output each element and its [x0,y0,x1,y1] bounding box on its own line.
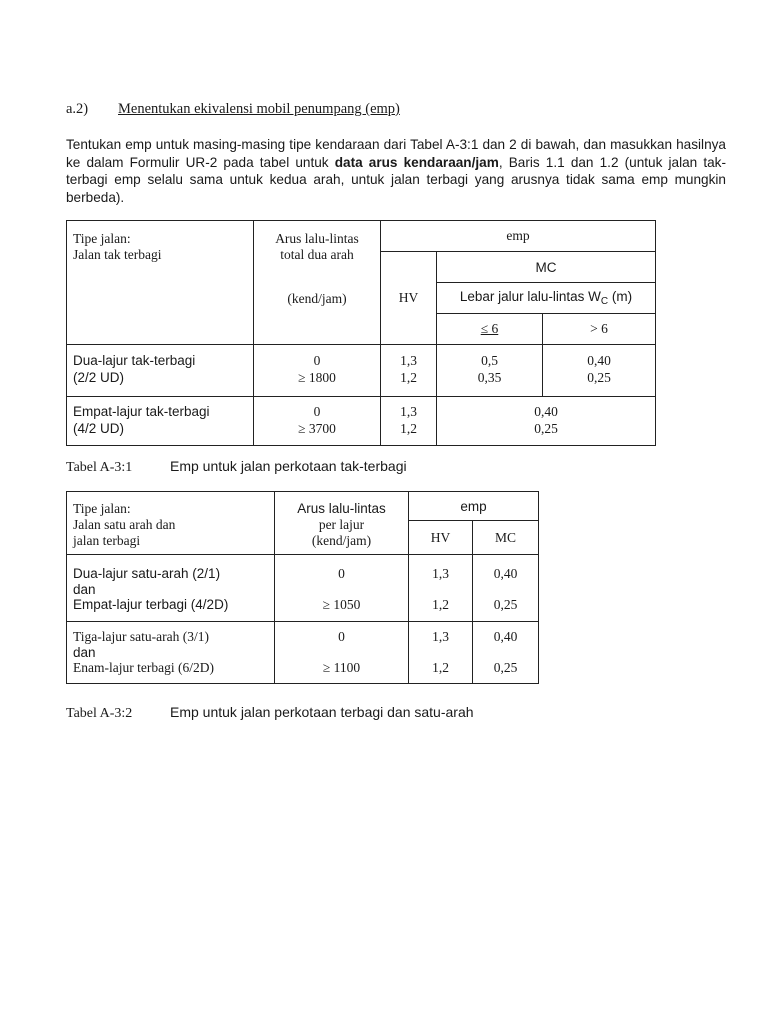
t1-lebar-unit: (m) [608,289,633,304]
t2-tipe-line2: Jalan satu arah dan [73,517,176,532]
table-a32 [66,491,539,684]
t1-r2-hv2: 1,2 [400,421,417,436]
t2-r2-arus [275,622,409,684]
t2-r1-tipe1: Dua-lajur satu-arah (2/1) [73,566,221,581]
t1-r2-tipe1: Empat-lajur tak-terbagi [73,404,210,419]
t2-r2-tipe3: Enam-lajur terbagi (6/2D) [73,660,214,675]
t1-tipe-line2: Jalan tak terbagi [73,247,162,262]
t1-r1-mc-le6-2: 0,35 [477,370,502,385]
t1-r1-tipe2: (2/2 UD) [73,370,125,385]
t1-header-le6 [437,314,543,345]
t1-arus-unit: (kend/jam) [287,291,347,306]
t1-lebar-label: Lebar jalur lalu-lintas W [459,289,601,304]
t1-r1-mc-le6 [437,345,543,397]
t1-r1-arus1: 0 [313,353,321,368]
t1-r1-hv2: 1,2 [400,370,417,385]
t1-header-emp: emp [381,221,656,252]
t2-r1-mc2: 0,25 [493,597,518,612]
table-a31-caption [66,458,407,476]
t1-r2-hv1: 1,3 [400,404,417,419]
table-a32-caption [66,704,474,722]
t2-r1-hv [409,555,473,622]
t2-r2-hv1: 1,3 [432,629,449,644]
t2-r2-tipe2: dan [73,644,96,660]
t1-header-mc: MC [437,252,656,283]
t1-le6-label: ≤ 6 [480,321,499,336]
t2-header-hv: HV [409,521,473,555]
caption-label: Tabel A-3:2 [66,706,133,721]
t2-r1-arus2: ≥ 1050 [322,597,361,612]
caption-label: Tabel A-3:1 [66,460,133,475]
t1-r2-arus2: ≥ 3700 [298,421,336,436]
t1-r1-hv1: 1,3 [400,353,417,368]
t2-r1-tipe3: Empat-lajur terbagi (4/2D) [73,597,229,612]
t2-r1-hv1: 1,3 [432,566,449,581]
caption-text: Emp untuk jalan perkotaan terbagi dan satu-arah [170,704,474,720]
t2-r1-arus [275,555,409,622]
t1-r2-arus1: 0 [313,404,321,419]
t1-header-gt6: > 6 [543,314,656,345]
t2-header-emp: emp [409,492,539,521]
section-title: Menentukan ekivalensi mobil penumpang (emp) [118,101,400,117]
t2-header-arus [275,492,409,555]
t1-r1-hv [381,345,437,397]
t1-arus-line1: Arus lalu-lintas [275,231,359,246]
t2-r1-mc1: 0,40 [493,566,518,581]
t2-header-tipe [67,492,275,555]
t1-r2-tipe2: (4/2 UD) [73,421,125,436]
t1-r1-tipe1: Dua-lajur tak-terbagi [73,353,196,368]
table-row [67,555,539,622]
t2-arus-line1: Arus lalu-lintas [297,501,386,516]
t2-r2-arus2: ≥ 1100 [322,660,361,675]
t1-header-lebar [437,283,656,314]
t1-r1-mc-gt6-2: 0,25 [587,370,611,385]
t2-r2-mc1: 0,40 [493,629,518,644]
t1-r1-arus2: ≥ 1800 [298,370,336,385]
t1-r1-mc-le6-1: 0,5 [481,353,498,368]
t2-r2-hv2: 1,2 [432,660,449,675]
t2-r1-tipe [67,555,275,622]
paragraph-part1: Tentukan emp untuk masing-masing tipe kendaraan dari Tabel A-3:1 dan 2 di bawah, dan masukkan hasilnya ke dalam Formulir UR-2 pada tabel untuk [66,137,726,170]
t1-r1-tipe [67,345,254,397]
t1-r2-mc1: 0,40 [534,404,558,419]
t2-r1-arus1: 0 [338,566,345,581]
t2-tipe-line3: jalan terbagi [73,533,141,548]
paragraph-bold: data arus kendaraan/jam [334,154,499,170]
section-number: a.2) [66,101,89,117]
t1-r1-arus [254,345,381,397]
t2-tipe-line1: Tipe jalan: [73,501,131,516]
t1-r2-tipe [67,397,254,446]
t2-r2-tipe [67,622,275,684]
section-heading [66,101,400,118]
t1-header-hv: HV [381,252,437,345]
t2-r1-mc [473,555,539,622]
caption-text: Emp untuk jalan perkotaan tak-terbagi [170,458,407,474]
t2-arus-line2: per lajur [318,517,365,532]
t2-r2-mc [473,622,539,684]
t2-r2-arus1: 0 [338,629,345,644]
t2-header-mc: MC [473,521,539,555]
t1-r2-arus [254,397,381,446]
paragraph-part2: , Baris 1.1 dan 1.2 (untuk jalan tak-terbagi emp selalu sama untuk kedua arah, untuk jalan terbagi yang arusnya tidak sama emp mungkin berbeda). [66,154,727,205]
t1-r1-mc-gt6 [543,345,656,397]
t1-r1-mc-gt6-1: 0,40 [587,353,611,368]
t2-r2-hv [409,622,473,684]
t1-lebar-sub: C [600,296,609,307]
t1-r2-mc [437,397,656,446]
t1-header-arus [254,221,381,345]
t2-r2-mc2: 0,25 [493,660,518,675]
t1-header-tipe [67,221,254,345]
t2-r1-tipe2: dan [73,581,96,597]
table-row [67,345,656,397]
t2-r2-tipe1: Tiga-lajur satu-arah (3/1) [73,629,209,644]
t1-tipe-line1: Tipe jalan: [73,231,131,246]
table-row [67,622,539,684]
t1-arus-line2: total dua arah [280,247,354,262]
t1-r2-mc2: 0,25 [534,421,558,436]
table-row [67,397,656,446]
table-a31 [66,220,656,446]
t2-r1-hv2: 1,2 [432,597,449,612]
instruction-paragraph [66,136,726,206]
t1-r2-hv [381,397,437,446]
t2-arus-line3: (kend/jam) [311,533,372,548]
